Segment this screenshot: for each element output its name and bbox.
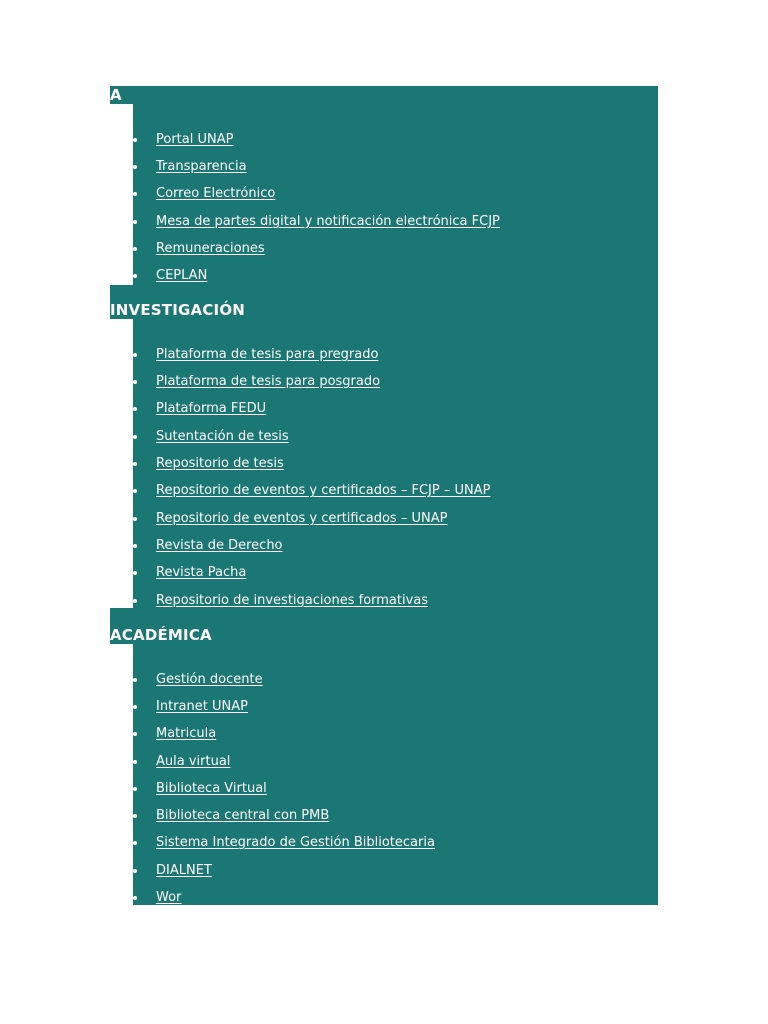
bullet-icon — [133, 544, 137, 548]
bullet-icon — [133, 732, 137, 736]
quick-links-panel — [110, 86, 658, 905]
bullet-icon — [133, 814, 137, 818]
link-portal-unap[interactable]: Portal UNAP — [156, 132, 234, 147]
link-repositorio-eventos-fcjp[interactable]: Repositorio de eventos y certificados – FCJP – UNAP — [156, 483, 491, 498]
link-repositorio-tesis[interactable]: Repositorio de tesis — [156, 456, 284, 471]
link-tesis-posgrado[interactable]: Plataforma de tesis para posgrado — [156, 374, 381, 389]
link-gestion-docente[interactable]: Gestión docente — [156, 672, 263, 687]
bullet-icon — [133, 462, 137, 466]
bullet-icon — [133, 247, 137, 251]
bullet-icon — [133, 274, 137, 278]
link-sistema-gestion-bibliotecaria[interactable]: Sistema Integrado de Gestión Bibliotecaria — [156, 835, 435, 850]
bullet-icon — [133, 489, 137, 493]
bullet-icon — [133, 896, 137, 900]
link-repositorio-eventos-unap[interactable]: Repositorio de eventos y certificados – UNAP — [156, 511, 448, 526]
link-biblioteca-virtual[interactable]: Biblioteca Virtual — [156, 781, 267, 796]
bullet-icon — [133, 599, 137, 603]
link-correo-electronico[interactable]: Correo Electrónico — [156, 186, 276, 201]
section-heading-investigacion: INVESTIGACIÓN — [110, 301, 246, 319]
bullet-icon — [133, 138, 137, 142]
bullet-icon — [133, 435, 137, 439]
link-transparencia[interactable]: Transparencia — [156, 159, 247, 174]
link-aula-virtual[interactable]: Aula virtual — [156, 754, 231, 769]
bullet-icon — [133, 380, 137, 384]
link-sustentacion-tesis[interactable]: Sutentación de tesis — [156, 429, 289, 444]
link-revista-derecho[interactable]: Revista de Derecho — [156, 538, 283, 553]
bullet-icon — [133, 705, 137, 709]
bullet-icon — [133, 220, 137, 224]
list-gutter — [110, 319, 133, 608]
bullet-icon — [133, 353, 137, 357]
bullet-icon — [133, 517, 137, 521]
link-mesa-de-partes[interactable]: Mesa de partes digital y notificación electrónica FCJP — [156, 214, 500, 229]
link-investigaciones-formativas[interactable]: Repositorio de investigaciones formativas — [156, 593, 429, 608]
bullet-icon — [133, 407, 137, 411]
bullet-icon — [133, 165, 137, 169]
bullet-icon — [133, 571, 137, 575]
link-revista-pacha[interactable]: Revista Pacha — [156, 565, 247, 580]
bullet-icon — [133, 787, 137, 791]
link-plataforma-fedu[interactable]: Plataforma FEDU — [156, 401, 267, 416]
link-tesis-pregrado[interactable]: Plataforma de tesis para pregrado — [156, 347, 379, 362]
link-dialnet[interactable]: DIALNET — [156, 863, 212, 878]
bullet-icon — [133, 678, 137, 682]
bullet-icon — [133, 869, 137, 873]
section-heading-a: A — [110, 86, 122, 104]
link-wor[interactable]: Wor — [156, 890, 182, 905]
bullet-icon — [133, 192, 137, 196]
link-ceplan[interactable]: CEPLAN — [156, 268, 208, 283]
bullet-icon — [133, 760, 137, 764]
section-heading-academica: ACADÉMICA — [110, 626, 212, 644]
list-gutter — [110, 644, 133, 905]
bullet-icon — [133, 841, 137, 845]
link-intranet-unap[interactable]: Intranet UNAP — [156, 699, 248, 714]
link-biblioteca-pmb[interactable]: Biblioteca central con PMB — [156, 808, 330, 823]
list-gutter — [110, 104, 133, 285]
link-matricula[interactable]: Matricula — [156, 726, 217, 741]
link-remuneraciones[interactable]: Remuneraciones — [156, 241, 265, 256]
